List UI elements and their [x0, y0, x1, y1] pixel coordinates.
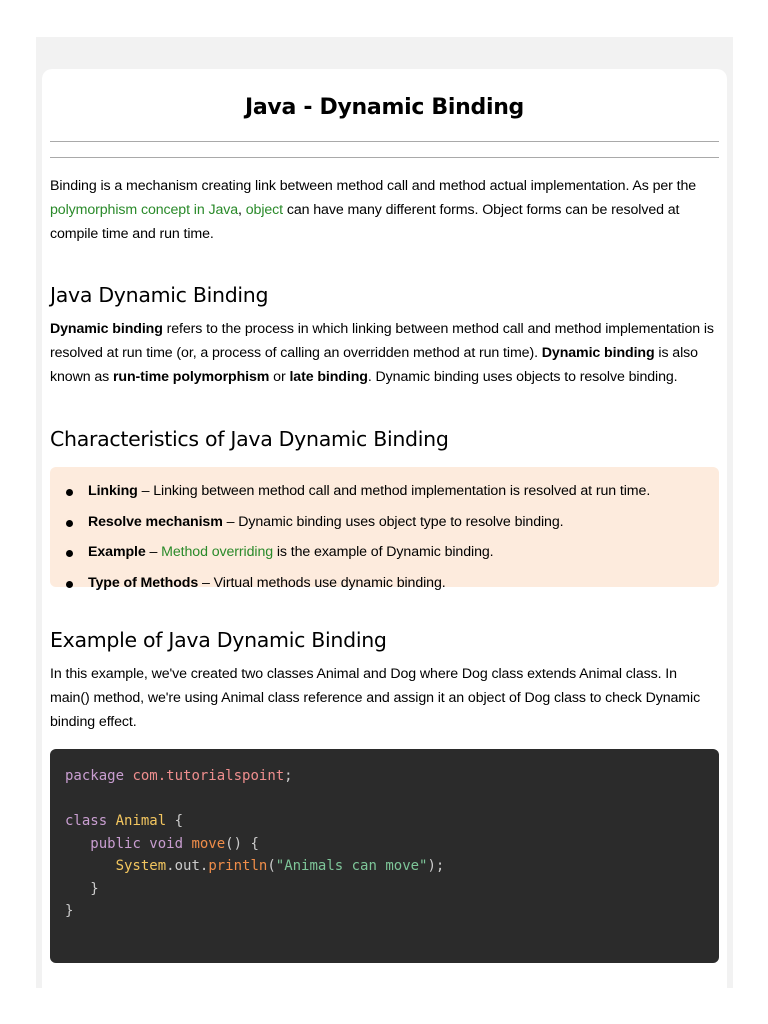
list-item-term: Example: [88, 544, 146, 560]
code-block[interactable]: [50, 749, 719, 963]
bullet-icon: [66, 550, 73, 557]
code-punct: }: [90, 880, 99, 897]
list-item-text: Dynamic binding uses object type to resolve binding.: [238, 513, 564, 530]
method-overriding-link[interactable]: Method overriding: [161, 544, 274, 560]
code-keyword: public void: [90, 835, 184, 852]
heading-example: Example of Java Dynamic Binding: [50, 628, 387, 652]
list-item: [50, 512, 719, 533]
intro-paragraph: [50, 174, 719, 246]
bold-term: run-time polymorphism: [112, 369, 270, 385]
article-content: [50, 69, 719, 963]
list-item-separator: –: [137, 483, 154, 499]
bold-term: Dynamic binding: [541, 345, 655, 361]
list-item-text: Linking between method call and method implementation is resolved at run time.: [153, 483, 651, 499]
bullet-icon: [66, 520, 73, 527]
intro-text-1: Binding is a mechanism creating link between method call and method actual implementation. As per the: [50, 178, 697, 194]
heading-dynamic-binding: Java Dynamic Binding: [50, 283, 269, 307]
article-card: [42, 69, 727, 988]
list-item-separator: –: [145, 544, 162, 560]
code-punct: );: [427, 858, 445, 874]
object-link[interactable]: object: [245, 202, 283, 218]
polymorphism-link[interactable]: polymorphism concept in Java: [50, 202, 239, 218]
code-class-name: System: [115, 858, 167, 874]
page-background: [36, 37, 733, 988]
code-class-name: Animal: [115, 813, 167, 829]
bold-term: Dynamic binding: [50, 321, 163, 337]
list-item-separator: –: [198, 574, 214, 591]
characteristics-list: [50, 481, 719, 594]
bullet-icon: [66, 489, 73, 496]
code-punct: (: [267, 858, 276, 874]
list-item-term: Resolve mechanism: [88, 513, 223, 530]
code-punct: {: [166, 813, 184, 829]
title-divider-top: [50, 141, 719, 142]
code-punct: () {: [225, 835, 259, 852]
code-punct: ;: [284, 768, 293, 784]
list-item-text: Virtual methods use dynamic binding.: [213, 574, 446, 591]
list-item-text: is the example of Dynamic binding.: [273, 544, 494, 560]
bold-term: late binding: [289, 369, 368, 385]
intro-text-2: ,: [238, 202, 246, 218]
code-keyword: package: [65, 768, 125, 784]
list-item-separator: –: [222, 513, 239, 530]
code-string: "Animals can move": [275, 858, 428, 874]
dynamic-binding-paragraph: [50, 317, 719, 389]
code-punct: .out.: [166, 858, 209, 874]
list-item-term: Linking: [88, 483, 138, 499]
page-title: Java - Dynamic Binding: [244, 95, 524, 120]
list-item: [50, 481, 719, 502]
example-paragraph: In this example, we've created two classes Animal and Dog where Dog class extends Animal class. In main() method, we're using Animal class reference and assign it an object of Dog class to check Dynamic binding effect.: [50, 666, 701, 730]
title-divider-bottom: [50, 157, 719, 158]
paragraph-text: refers to the process in which linking between method call and method implementation is resolved at run time (or, a process of calling an overridden method at run time).: [50, 321, 714, 361]
paragraph-text: is also known as: [50, 345, 698, 385]
bullet-icon: [66, 581, 73, 588]
code-package-name: com.tutorialspoint: [132, 768, 285, 784]
heading-characteristics: Characteristics of Java Dynamic Binding: [50, 427, 449, 451]
code-function-name: move: [191, 835, 226, 852]
code-punct: }: [65, 903, 74, 919]
code-function-name: println: [208, 858, 268, 874]
paragraph-text: or: [269, 369, 290, 385]
intro-text-3: can have many different forms. Object forms can be resolved at compile time and run time.: [50, 202, 680, 242]
list-item: [50, 573, 719, 594]
characteristics-box: [50, 467, 719, 591]
list-item: [50, 542, 719, 563]
code-keyword: class: [65, 813, 108, 829]
list-item-term: Type of Methods: [88, 574, 199, 591]
paragraph-text: . Dynamic binding uses objects to resolve binding.: [367, 369, 678, 385]
